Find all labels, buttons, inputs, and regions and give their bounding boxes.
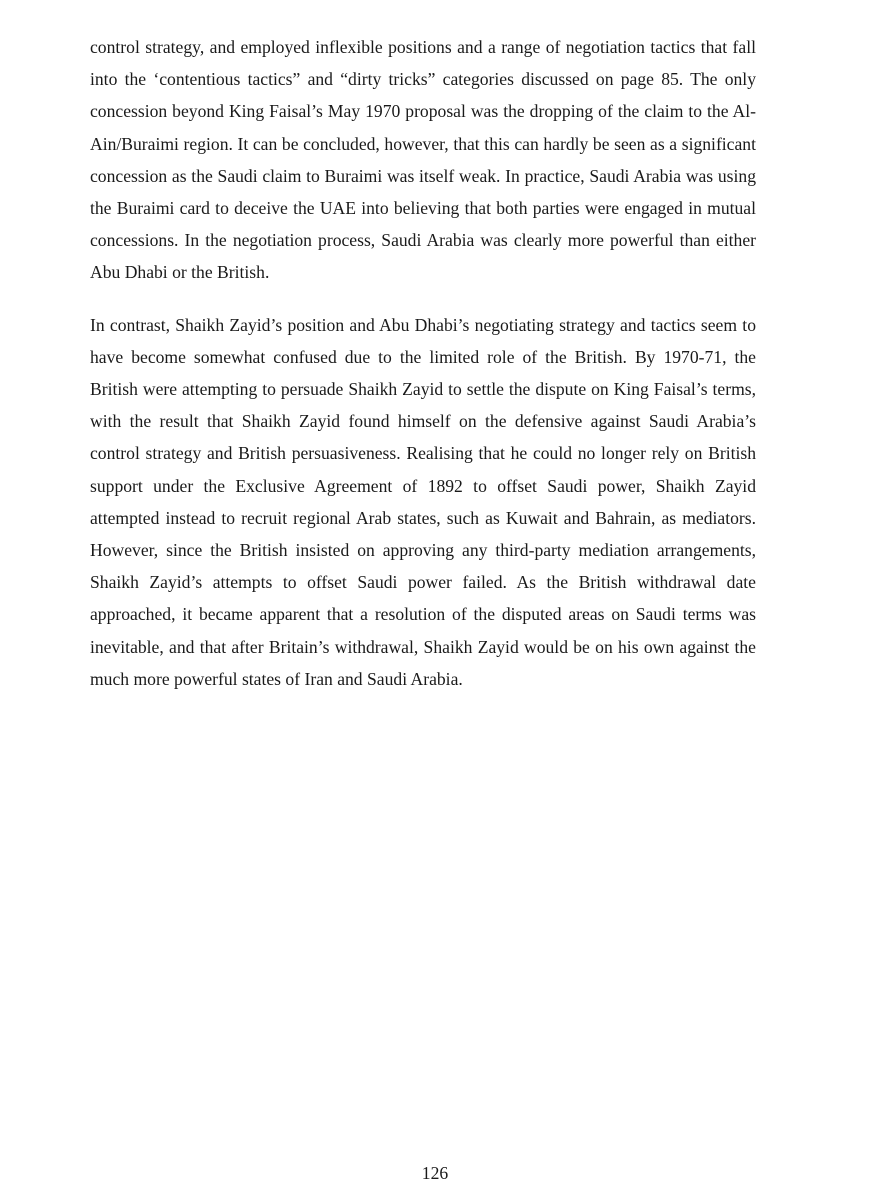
body-text [90,31,756,715]
paragraph-2: In contrast, Shaikh Zayid’s position and Abu Dhabi’s negotiating strategy and tactics seem to have become somewhat confused due to the limited role of the British. By 1970-71, the British were attempting to persuade Shaikh Zayid to settle the dispute on King Faisal’s terms, with the result that Shaikh Zayid found himself on the defensive against Saudi Arabia’s control strategy and British persuasiveness. Realising that he could no longer rely on British support under the Exclusive Agreement of 1892 to offset Saudi power, Shaikh Zayid attempted instead to recruit regional Arab states, such as Kuwait and Bahrain, as mediators. However, since the British insisted on approving any third-party mediation arrangements, Shaikh Zayid’s attempts to offset Saudi power failed. As the British withdrawal date approached, it became apparent that a resolution of the disputed areas on Saudi terms was inevitable, and that after Britain’s withdrawal, Shaikh Zayid would be on his own against the much more powerful states of Iran and Saudi Arabia. [90,314,756,689]
page-number: 126 [421,1163,449,1183]
paragraph-1: control strategy, and employed inflexible positions and a range of negotiation tactics that fall into the ‘contentious tactics” and “dirty tricks” categories discussed on page 85. The only concession beyond King Faisal’s May 1970 proposal was the dropping of the claim to the Al-Ain/Buraimi region. It can be concluded, however, that this can hardly be seen as a significant concession as the Saudi claim to Buraimi was itself weak. In practice, Saudi Arabia was using the Buraimi card to deceive the UAE into believing that both parties were engaged in mutual concessions. In the negotiation process, Saudi Arabia was clearly more powerful than either Abu Dhabi or the British. [90,37,756,283]
